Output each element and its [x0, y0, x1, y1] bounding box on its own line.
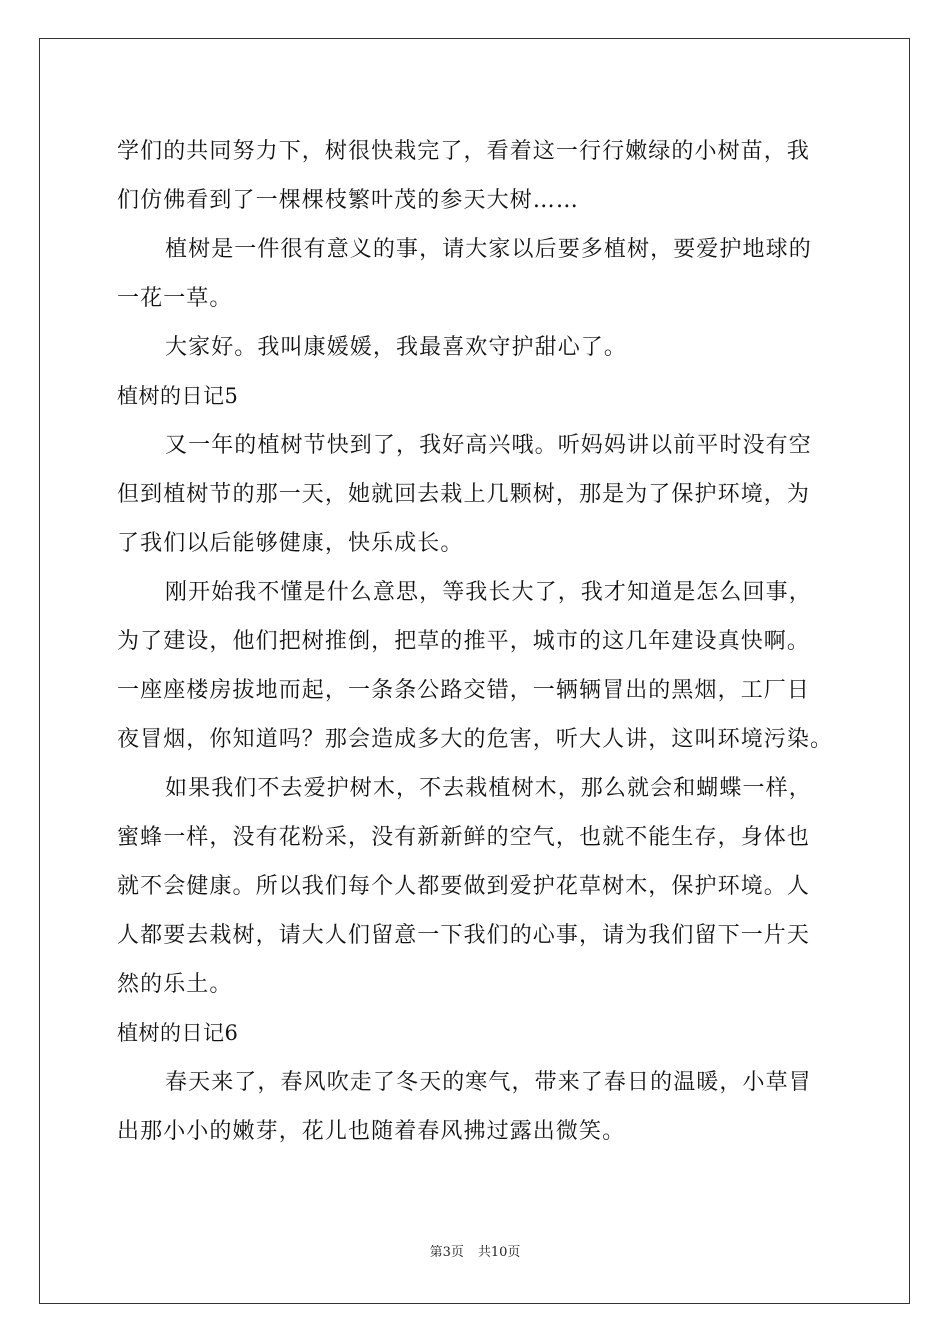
paragraph-start: 如果我们不去爱护树木，不去栽植树木，那么就会和蝴蝶一样， — [165, 776, 812, 801]
text-line: 为了建设，他们把树推倒，把草的推平，城市的这几年建设真快啊。 — [117, 629, 811, 654]
text-line: 但到植树节的那一天，她就回去栽上几颗树，那是为了保护环境，为 — [117, 482, 811, 507]
paragraph-start: 植树是一件很有意义的事，请大家以后要多植树，要爱护地球的 — [165, 237, 812, 262]
text-line: 就不会健康。所以我们每个人都要做到爱护花草树木，保护环境。人 — [117, 874, 811, 899]
text-line: 人都要去栽树，请大人们留意一下我们的心事，请为我们留下一片天 — [117, 923, 811, 948]
text-line: 一花一草。 — [117, 286, 233, 311]
paragraph-start: 又一年的植树节快到了，我好高兴哦。听妈妈讲以前平时没有空 — [165, 433, 812, 458]
text-line: 然的乐土。 — [117, 972, 233, 997]
text-line: 了我们以后能够健康，快乐成长。 — [117, 531, 464, 556]
text-line: 出那小小的嫩芽，花儿也随着春风拂过露出微笑。 — [117, 1119, 626, 1144]
page-number-total: 共10页 — [477, 1245, 521, 1260]
section-heading: 植树的日记6 — [117, 1021, 239, 1045]
text-line: 学们的共同努力下，树很快栽完了，看着这一行行嫩绿的小树苗，我 — [117, 139, 811, 164]
document-body — [117, 127, 852, 1156]
text-line: 夜冒烟，你知道吗？那会造成多大的危害，听大人讲，这叫环境污染。 — [117, 727, 834, 752]
page-footer — [0, 1243, 950, 1263]
text-line: 一座座楼房拔地而起，一条条公路交错，一辆辆冒出的黑烟，工厂日 — [117, 678, 811, 703]
section-heading: 植树的日记5 — [117, 384, 239, 408]
paragraph-start: 大家好。我叫康媛媛，我最喜欢守护甜心了。 — [165, 335, 628, 360]
paragraph-start: 春天来了，春风吹走了冬天的寒气，带来了春日的温暖，小草冒 — [165, 1070, 812, 1095]
text-line: 们仿佛看到了一棵棵枝繁叶茂的参天大树…… — [117, 188, 580, 213]
paragraph-start: 刚开始我不懂是什么意思，等我长大了，我才知道是怎么回事， — [165, 580, 812, 605]
page-number-current: 第3页 — [429, 1245, 464, 1260]
text-line: 蜜蜂一样，没有花粉采，没有新新鲜的空气，也就不能生存，身体也 — [117, 825, 811, 850]
